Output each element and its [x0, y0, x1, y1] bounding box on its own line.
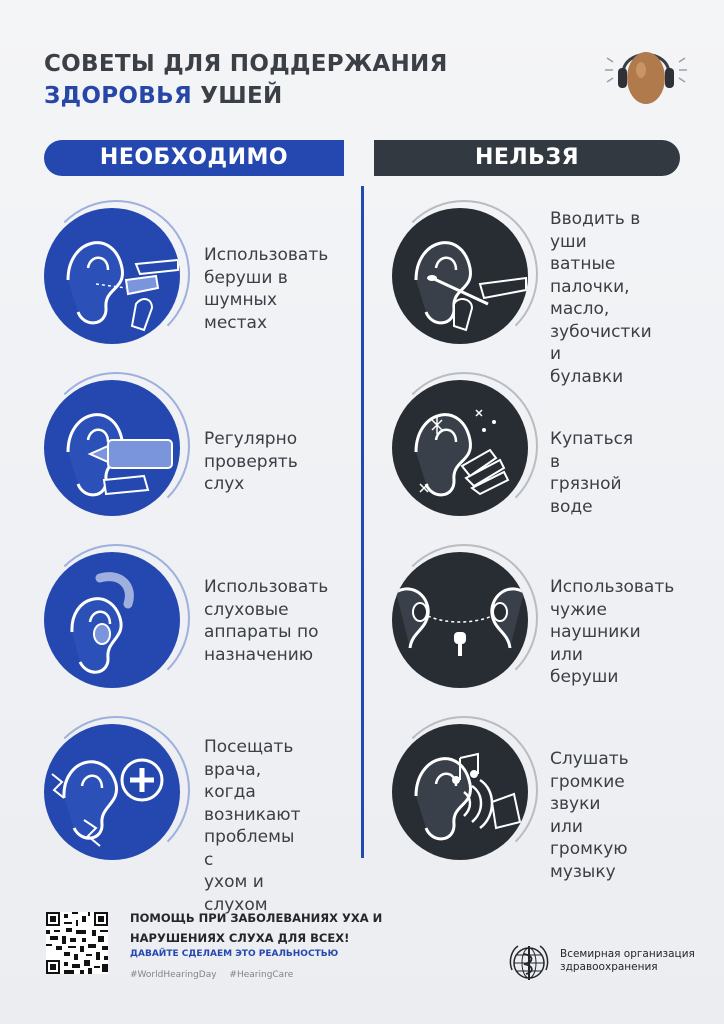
do-item-text: Посещать врача, когда возникают проблемы с ухом и слухом [204, 737, 301, 915]
do-item-text: Использовать слуховые аппараты по назначению [204, 577, 329, 665]
doctor-cross-icon [44, 724, 180, 860]
page-title [44, 48, 448, 112]
title-rest: УШЕЙ [191, 83, 283, 109]
title-accent-word: ЗДОРОВЬЯ [44, 83, 192, 109]
loud-music-icon [392, 724, 528, 860]
dont-item-text: Вводить в уши ватные палочки, масло, зубочистки и булавки [550, 209, 652, 387]
dont-item-text: Слушать громкие звуки или громкую музыку [550, 749, 629, 882]
title-line-2 [44, 80, 448, 112]
earplug-icon [44, 208, 180, 344]
hashtag-hearing-care[interactable]: #HearingCare [229, 970, 294, 980]
dont-item-text: Купаться в грязной воде [550, 429, 634, 517]
title-line-1: СОВЕТЫ ДЛЯ ПОДДЕРЖАНИЯ [44, 51, 448, 77]
hearing-test-icon [44, 380, 180, 516]
who-logo-icon [506, 940, 552, 986]
hashtag-world-hearing-day[interactable]: #WorldHearingDay [130, 970, 217, 980]
hearing-aid-icon [44, 552, 180, 688]
footer-slogan: ДАВАЙТЕ СДЕЛАЕМ ЭТО РЕАЛЬНОСТЬЮ [130, 949, 339, 959]
who-org-name: Всемирная организация здравоохранения [560, 948, 695, 973]
headphones-egg-icon [603, 40, 689, 112]
cotton-swab-icon [392, 208, 528, 344]
dont-item-text: Использовать чужие наушники или беруши [550, 577, 675, 687]
do-item-text: Использовать беруши в шумных местах [204, 245, 329, 333]
footer-headline: ПОМОЩЬ ПРИ ЗАБОЛЕВАНИЯХ УХА И НАРУШЕНИЯХ СЛУХА ДЛЯ ВСЕХ! [130, 911, 383, 945]
column-divider [361, 186, 364, 858]
shared-earbuds-icon [392, 552, 528, 688]
do-column-header: НЕОБХОДИМО [44, 140, 344, 176]
hashtags [130, 970, 303, 980]
do-item-text: Регулярно проверять слух [204, 429, 298, 494]
dont-column-header: НЕЛЬЗЯ [374, 140, 680, 176]
qr-code[interactable] [46, 912, 108, 974]
dirty-water-icon [392, 380, 528, 516]
